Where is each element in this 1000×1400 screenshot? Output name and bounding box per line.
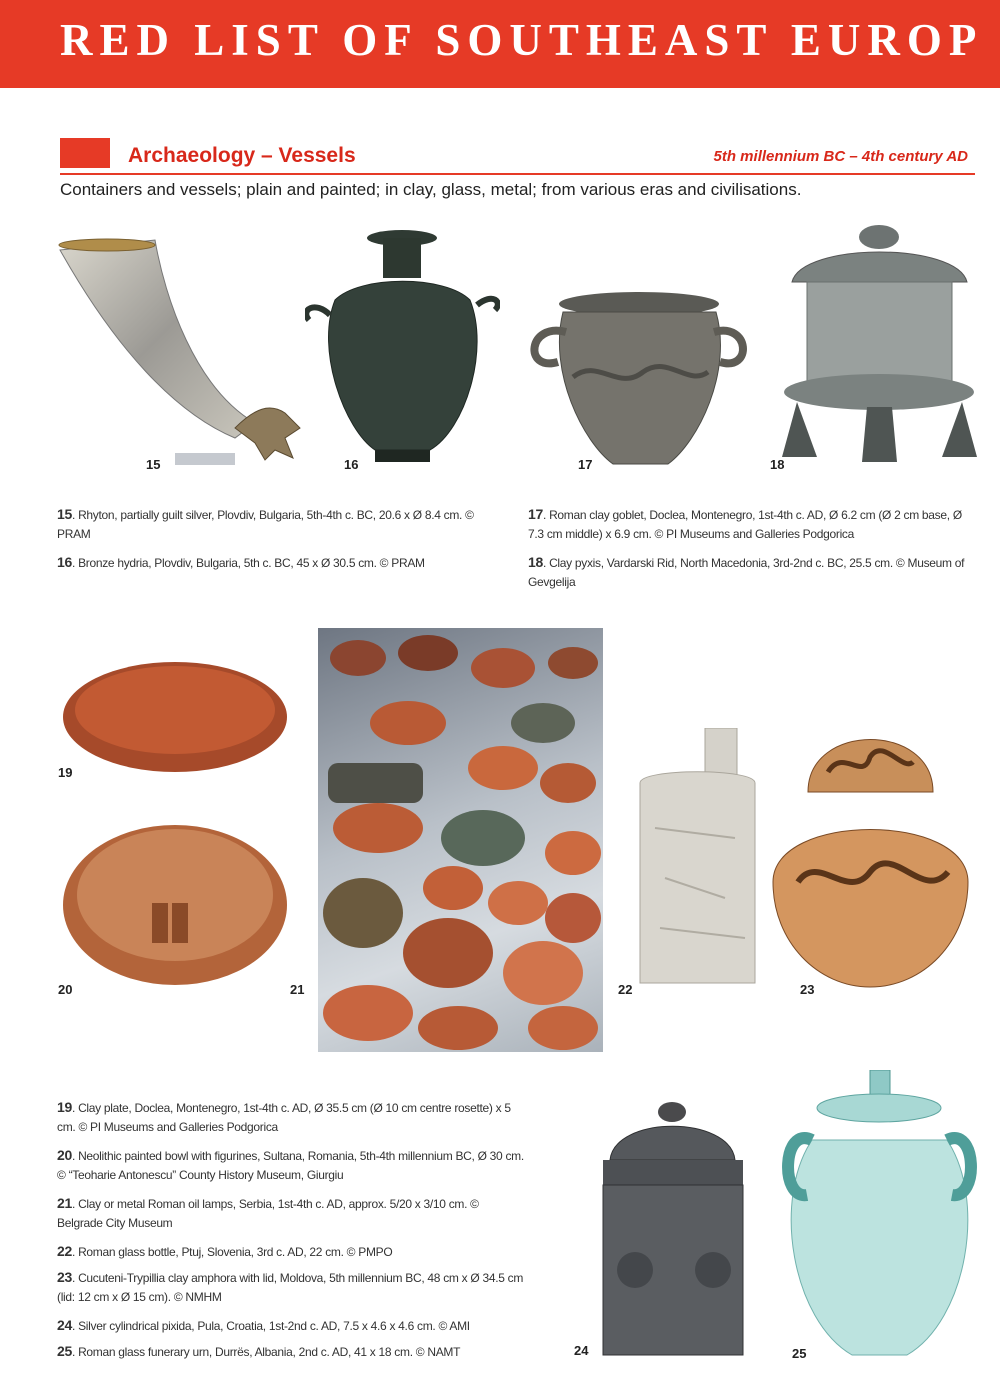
silver-pixida-image: [595, 1100, 750, 1362]
item-number-17: 17: [578, 457, 593, 472]
item-number-15: 15: [146, 457, 161, 472]
glass-urn-image: [782, 1070, 977, 1362]
section-divider: [60, 173, 975, 175]
caption-22: 22. Roman glass bottle, Ptuj, Slovenia, 3rd c. AD, 22 cm. © PMPO: [57, 1243, 393, 1259]
section-period: 5th millennium BC – 4th century AD: [713, 148, 968, 165]
rhyton-image: [55, 238, 315, 468]
caption-21: 21. Clay or metal Roman oil lamps, Serbia, 1st-4th c. AD, approx. 5/20 x 3/10 cm. © Belgrade City Museum: [57, 1195, 479, 1230]
caption-16-text: Bronze hydria, Plovdiv, Bulgaria, 5th c. BC, 45 x Ø 30.5 cm. © PRAM: [78, 556, 425, 570]
glass-bottle-image: [635, 728, 760, 990]
caption-21-text: Clay or metal Roman oil lamps, Serbia, 1st-4th c. AD, approx. 5/20 x 3/10 cm. © Belgrade City Museum: [57, 1197, 479, 1230]
section-marker: [60, 138, 110, 168]
caption-15-text: Rhyton, partially guilt silver, Plovdiv, Bulgaria, 5th-4th c. BC, 20.6 x Ø 8.4 cm. © PRAM: [57, 508, 474, 541]
caption-15-number: 15: [57, 506, 72, 522]
item-number-23: 23: [800, 982, 815, 997]
item-number-22: 22: [618, 982, 633, 997]
clay-plate-image: [60, 655, 290, 775]
caption-24-text: Silver cylindrical pixida, Pula, Croatia, 1st-2nd c. AD, 7.5 x 4.6 x 4.6 cm. © AMI: [78, 1319, 470, 1333]
caption-18: 18. Clay pyxis, Vardarski Rid, North Macedonia, 3rd-2nd c. BC, 25.5 cm. © Museum of Gevgelija: [528, 554, 965, 589]
caption-19: 19. Clay plate, Doclea, Montenegro, 1st-4th c. AD, Ø 35.5 cm (Ø 10 cm centre rosette) x 5 cm. © PI Museums and Galleries Podgorica: [57, 1099, 511, 1134]
caption-20-text: Neolithic painted bowl with figurines, Sultana, Romania, 5th-4th millennium BC, Ø 30 cm. © “Teoharie Antonescu” County History Museum, Giurgiu: [57, 1149, 524, 1182]
caption-24: 24. Silver cylindrical pixida, Pula, Croatia, 1st-2nd c. AD, 7.5 x 4.6 x 4.6 cm. © AMI: [57, 1317, 470, 1333]
banner-title: RED LIST OF SOUTHEAST EUROP: [60, 15, 984, 65]
caption-19-text: Clay plate, Doclea, Montenegro, 1st-4th c. AD, Ø 35.5 cm (Ø 10 cm centre rosette) x 5 cm. © PI Museums and Galleries Podgorica: [57, 1101, 511, 1134]
item-number-21: 21: [290, 982, 305, 997]
caption-20: 20. Neolithic painted bowl with figurines, Sultana, Romania, 5th-4th millennium BC, Ø 30 cm. © “Teoharie Antonescu” County History Museum, Giurgiu: [57, 1147, 524, 1182]
hydria-image: [305, 230, 500, 470]
pyxis-image: [782, 222, 977, 472]
section-description: Containers and vessels; plain and painted; in clay, glass, metal; from various eras and civilisations.: [60, 180, 802, 199]
caption-16-number: 16: [57, 554, 72, 570]
oil-lamps-illustration: [318, 628, 603, 1052]
item-number-25: 25: [792, 1346, 807, 1361]
painted-bowl-image: [60, 815, 290, 990]
item-number-19: 19: [58, 765, 73, 780]
caption-22-text: Roman glass bottle, Ptuj, Slovenia, 3rd c. AD, 22 cm. © PMPO: [78, 1245, 393, 1259]
caption-23-text: Cucuteni-Trypillia clay amphora with lid, Moldova, 5th millennium BC, 48 cm x Ø 34.5 cm (lid: 12 cm x Ø 15 cm). © NMHM: [57, 1271, 524, 1304]
caption-21-number: 21: [57, 1195, 72, 1211]
caption-16: 16. Bronze hydria, Plovdiv, Bulgaria, 5th c. BC, 45 x Ø 30.5 cm. © PRAM: [57, 554, 425, 570]
item-number-20: 20: [58, 982, 73, 997]
section-title: Archaeology – Vessels: [128, 144, 356, 167]
header-banner: [0, 0, 1000, 88]
item-number-16: 16: [344, 457, 359, 472]
cucuteni-amphora-image: [768, 702, 973, 992]
caption-18-text: Clay pyxis, Vardarski Rid, North Macedonia, 3rd-2nd c. BC, 25.5 cm. © Museum of Gevgelija: [528, 556, 965, 589]
caption-15: 15. Rhyton, partially guilt silver, Plovdiv, Bulgaria, 5th-4th c. BC, 20.6 x Ø 8.4 cm. © PRAM: [57, 506, 474, 541]
caption-24-number: 24: [57, 1317, 72, 1333]
goblet-image: [528, 292, 750, 472]
caption-25-text: Roman glass funerary urn, Durrës, Albania, 2nd c. AD, 41 x 18 cm. © NAMT: [78, 1345, 461, 1359]
caption-17-text: Roman clay goblet, Doclea, Montenegro, 1st-4th c. AD, Ø 6.2 cm (Ø 2 cm base, Ø 7.3 cm middle) x 6.9 cm. © PI Museums and Galleries Podgorica: [528, 508, 962, 541]
caption-23: 23. Cucuteni-Trypillia clay amphora with lid, Moldova, 5th millennium BC, 48 cm x Ø 34.5 cm (lid: 12 cm x Ø 15 cm). © NMHM: [57, 1269, 524, 1304]
caption-19-number: 19: [57, 1099, 72, 1115]
item-number-24: 24: [574, 1343, 589, 1358]
caption-25-number: 25: [57, 1343, 72, 1359]
caption-22-number: 22: [57, 1243, 72, 1259]
caption-25: 25. Roman glass funerary urn, Durrës, Albania, 2nd c. AD, 41 x 18 cm. © NAMT: [57, 1343, 461, 1359]
item-number-18: 18: [770, 457, 785, 472]
caption-23-number: 23: [57, 1269, 72, 1285]
caption-17: 17. Roman clay goblet, Doclea, Montenegro, 1st-4th c. AD, Ø 6.2 cm (Ø 2 cm base, Ø 7.3 cm middle) x 6.9 cm. © PI Museums and Galleries Podgorica: [528, 506, 962, 541]
oil-lamps-photo: [318, 628, 603, 1052]
caption-20-number: 20: [57, 1147, 72, 1163]
caption-17-number: 17: [528, 506, 543, 522]
caption-18-number: 18: [528, 554, 543, 570]
